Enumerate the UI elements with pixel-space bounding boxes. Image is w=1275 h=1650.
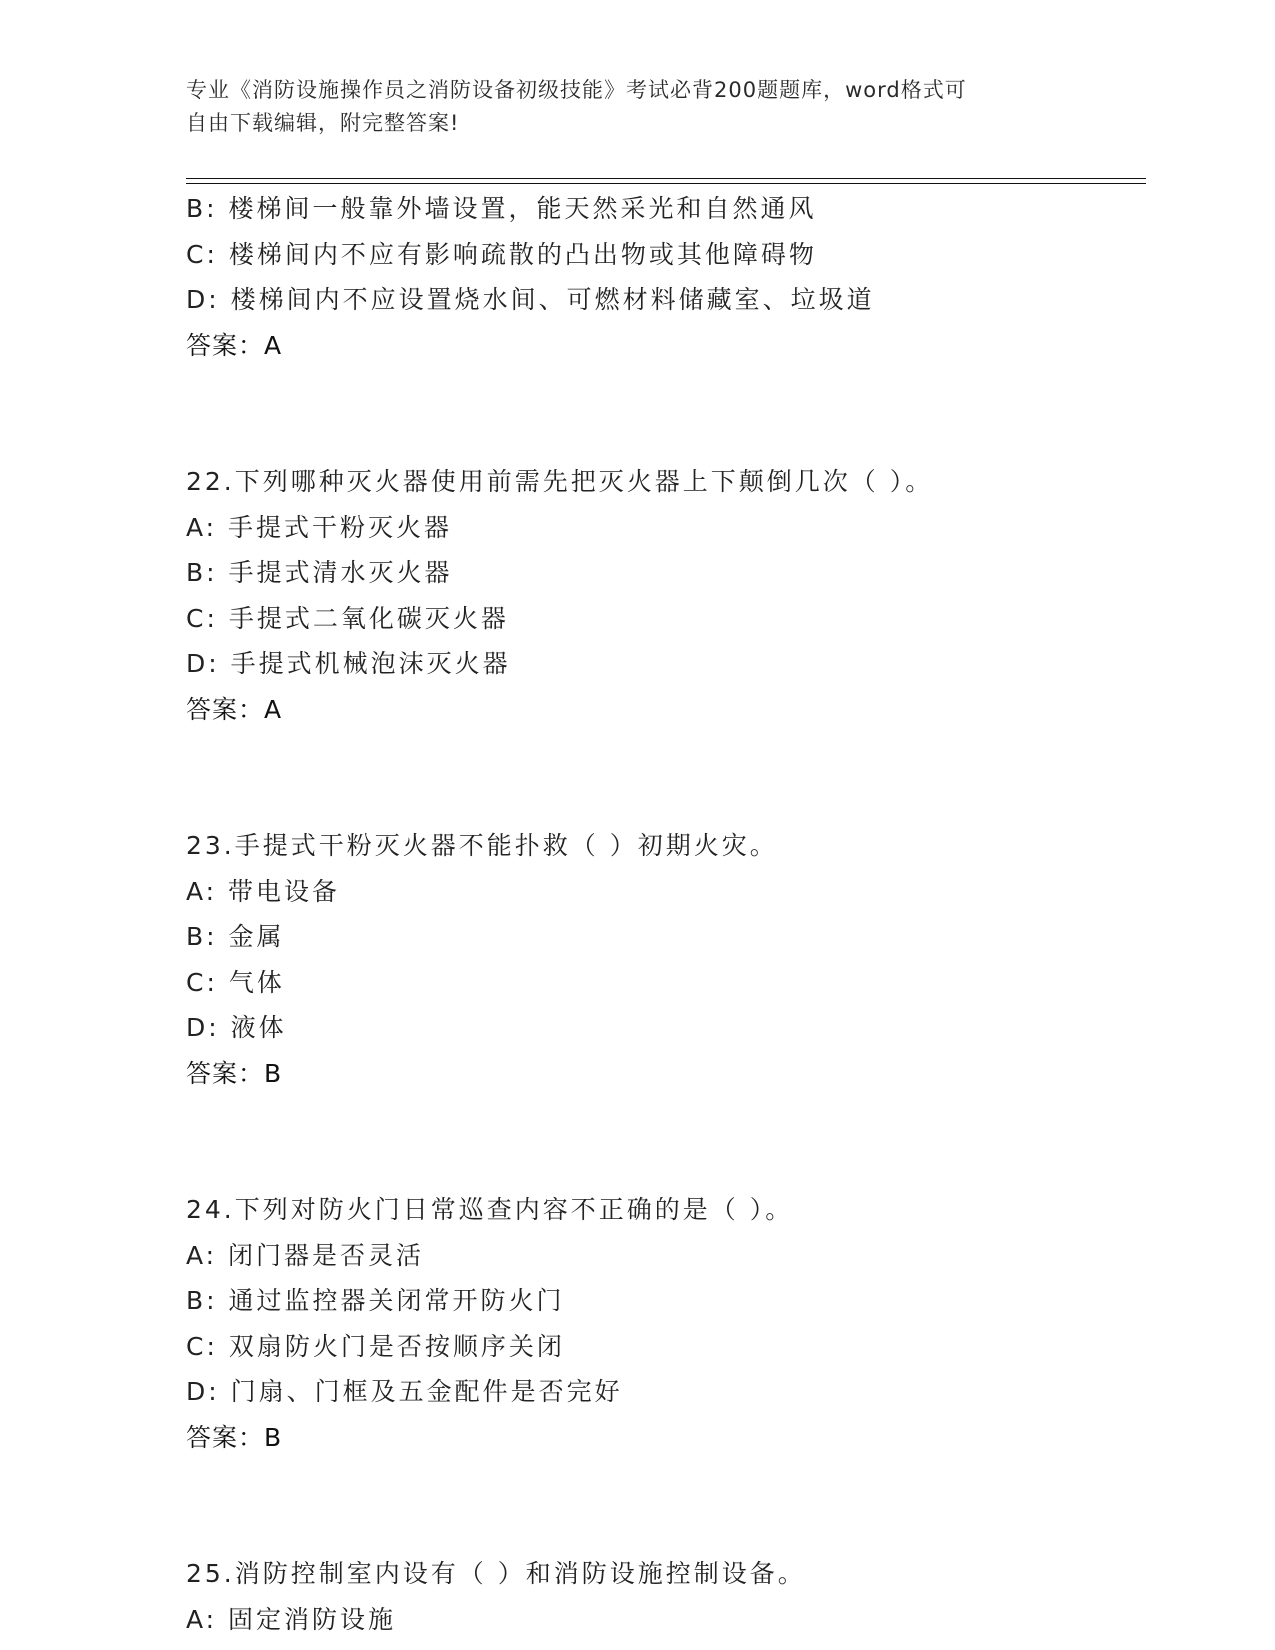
option-d: D: 液体 [186,1013,287,1042]
answer-line: 答案：A [186,694,283,724]
option-c: C: 楼梯间内不应有影响疏散的凸出物或其他障碍物 [186,239,817,269]
option-d: D: 手提式机械泡沫灭火器 [186,649,511,678]
option-d: D: 门扇、门框及五金配件是否完好 [186,1377,623,1406]
header-divider-top [186,178,1146,179]
option-b: B: 楼梯间一般靠外墙设置，能天然采光和自然通风 [186,194,817,223]
option-c: C: 气体 [186,967,285,997]
question-22 [186,459,1146,732]
option-a: A: 闭门器是否灵活 [186,1240,425,1270]
question-text: 24.下列对防火门日常巡查内容不正确的是（ ）。 [186,1195,794,1224]
answer-line: 答案：B [186,1422,283,1452]
option-b: B: 通过监控器关闭常开防火门 [186,1286,565,1315]
option-a: A: 手提式干粉灭火器 [186,512,453,542]
header-line-1: 专业《消防设施操作员之消防设备初级技能》考试必背200题题库，word格式可 [186,78,967,102]
option-a: A: 固定消防设施 [186,1604,397,1634]
question-text: 25.消防控制室内设有（ ）和消防设施控制设备。 [186,1559,806,1588]
answer-line: 答案：B [186,1058,283,1088]
option-a: A: 带电设备 [186,876,341,906]
question-text: 22.下列哪种灭火器使用前需先把灭火器上下颠倒几次（ ）。 [186,467,934,496]
question-21-continuation [186,186,1146,368]
option-b: B: 手提式清水灭火器 [186,558,453,587]
answer-line: 答案：A [186,330,283,360]
option-c: C: 手提式二氧化碳灭火器 [186,603,509,633]
header-divider-bottom [186,183,1146,184]
header-line-2: 自由下载编辑，附完整答案! [186,111,460,135]
question-24 [186,1187,1146,1460]
question-list [186,186,1146,1642]
document-header [186,74,1086,140]
option-c: C: 双扇防火门是否按顺序关闭 [186,1331,565,1361]
question-23 [186,823,1146,1096]
option-b: B: 金属 [186,922,285,951]
question-25 [186,1551,1146,1642]
question-text: 23.手提式干粉灭火器不能扑救（ ）初期火灾。 [186,831,778,860]
option-d: D: 楼梯间内不应设置烧水间、可燃材料储藏室、垃圾道 [186,285,875,314]
